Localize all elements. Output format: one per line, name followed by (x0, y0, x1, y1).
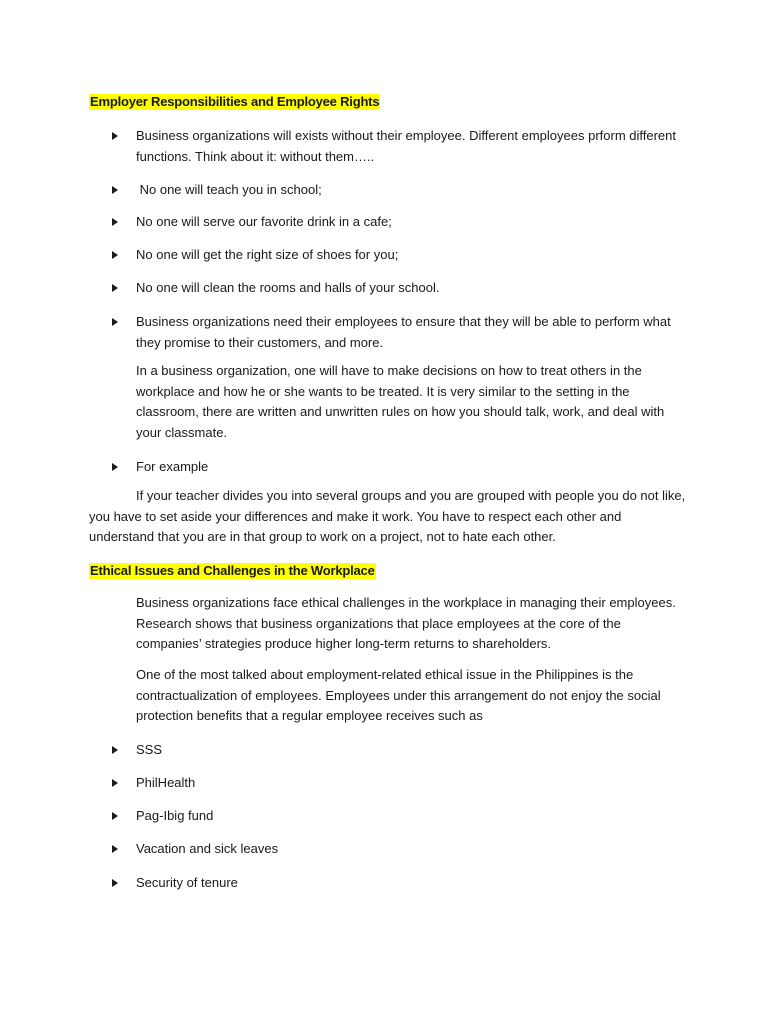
list-item-text: SSS (136, 742, 163, 757)
list-item-text: Business organizations will exists without their employee. Different employees prform different functions. Think about it: without them….. (136, 128, 676, 164)
triangle-right-icon (112, 186, 118, 194)
list-item-text: No one will teach you in school; (136, 182, 322, 197)
list-item-text: No one will clean the rooms and halls of your school. (136, 280, 440, 295)
body-paragraph: Business organizations face ethical challenges in the workplace in managing their employees. Research shows that business organizations that place employees at the core of the companies’ strategies produce higher long-term returns to shareholders. (136, 595, 676, 651)
triangle-right-icon (112, 218, 118, 226)
triangle-right-icon (112, 132, 118, 140)
list-item-text: Security of tenure (136, 875, 238, 890)
triangle-right-icon (112, 845, 118, 853)
triangle-right-icon (112, 879, 118, 887)
list-item-text: No one will serve our favorite drink in a cafe; (136, 214, 392, 229)
section-heading-ethical-issues: Ethical Issues and Challenges in the Workplace (90, 563, 375, 578)
triangle-right-icon (112, 463, 118, 471)
list-item-text: No one will get the right size of shoes for you; (136, 247, 399, 262)
triangle-right-icon (112, 318, 118, 326)
triangle-right-icon (112, 746, 118, 754)
body-paragraph: One of the most talked about employment-related ethical issue in the Philippines is the contractualization of employees. Employees under this arrangement do not enjoy the social protection benefits that a regular employee receives such as (136, 667, 661, 723)
triangle-right-icon (112, 284, 118, 292)
example-paragraph: If your teacher divides you into several groups and you are grouped with people you do not like, you have to set aside your differences and make it work. You have to respect each other and understand that you are in that group to work on a project, not to hate each other. (89, 488, 686, 544)
list-item-text: Business organizations need their employees to ensure that they will be able to perform what they promise to their customers, and more. (136, 314, 671, 350)
list-item-text: PhilHealth (136, 775, 196, 790)
triangle-right-icon (112, 779, 118, 787)
section-heading-employer-responsibilities: Employer Responsibilities and Employee Rights (90, 94, 380, 109)
body-paragraph: In a business organization, one will have to make decisions on how to treat others in the workplace and how he or she wants to be treated. It is very similar to the setting in the classroom, there are written and unwritten rules on how you should talk, work, and deal with your classmate. (136, 363, 665, 440)
list-item-text: For example (136, 459, 209, 474)
triangle-right-icon (112, 251, 118, 259)
list-item-text: Vacation and sick leaves (136, 841, 279, 856)
triangle-right-icon (112, 812, 118, 820)
list-item-text: Pag-Ibig fund (136, 808, 214, 823)
